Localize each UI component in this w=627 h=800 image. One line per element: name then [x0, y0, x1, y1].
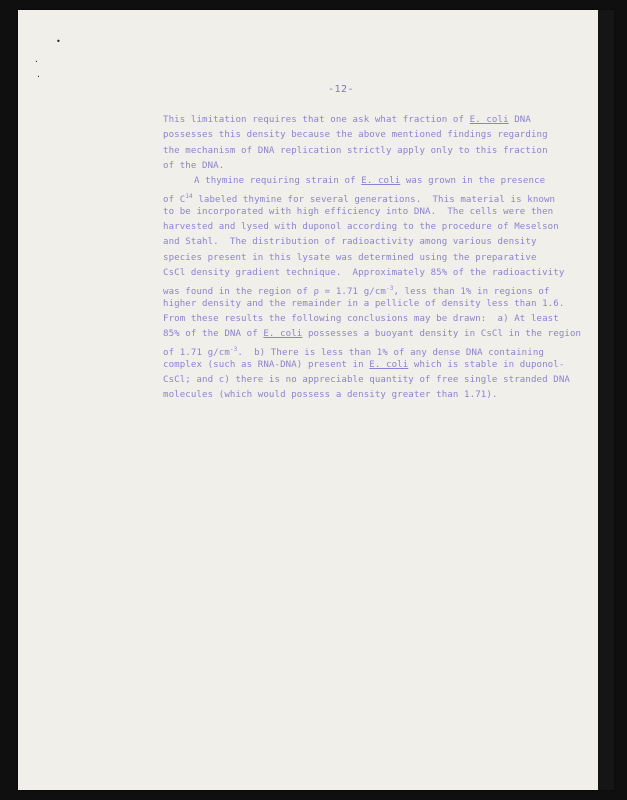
ink-speck: ·	[34, 57, 39, 66]
text-line: the mechanism of DNA replication strictly apply only to this fraction	[163, 145, 548, 156]
text-line: CsCl; and c) there is no appreciable quantity of free single stranded DNA	[163, 375, 570, 386]
text-line: possesses this density because the above mentioned findings regarding	[163, 130, 548, 141]
text-line: molecules (which would possess a density greater than 1.71).	[163, 390, 498, 401]
species-name: E. coli	[361, 176, 401, 187]
text-line: and Stahl. The distribution of radioactivity among various density	[163, 237, 537, 248]
body-text	[163, 113, 583, 404]
text-line: harvested and lysed with duponol according to the procedure of Meselson	[163, 222, 559, 233]
text-line: of the DNA.	[163, 160, 225, 171]
text-line: complex (such as RNA-DNA) present in E. coli which is stable in duponol-	[163, 359, 565, 370]
page-edge-shadow	[598, 10, 614, 790]
text-line: 85% of the DNA of E. coli possesses a buoyant density in CsCl in the region	[163, 329, 582, 340]
text-line: From these results the following conclusions may be drawn: a) At least	[163, 313, 559, 324]
text-line: of $C^{14}$ labeled thymine for several generations. This material is known	[163, 193, 556, 206]
text-line: A thymine requiring strain of E. coli was grown in the presence	[194, 176, 546, 187]
text-line: species present in this lysate was determined using the preparative	[163, 252, 537, 263]
page-number: -12-	[328, 84, 355, 95]
ink-speck: ·	[36, 72, 41, 81]
species-name: E. coli	[469, 115, 509, 125]
document-page	[18, 10, 614, 790]
species-name: E. coli	[263, 329, 303, 340]
ink-speck: •	[56, 37, 61, 46]
species-name: E. coli	[369, 359, 409, 370]
text-line: of 1.71 $g/cm^{-3}$. b) There is less than 1% of any dense DNA containing	[163, 346, 544, 359]
text-line: to be incorporated with high efficiency into DNA. The cells were then	[163, 206, 554, 217]
text-line: higher density and the remainder in a pellicle of density less than 1.6.	[163, 298, 565, 309]
text-line: This limitation requires that one ask what fraction of E. coli DNA	[163, 115, 531, 125]
text-line: CsCl density gradient technique. Approximately 85% of the radioactivity	[163, 267, 565, 278]
text-line: was found in the region of ρ = 1.71 $g/cm^{-3}$, less than 1% in regions of	[163, 285, 550, 298]
